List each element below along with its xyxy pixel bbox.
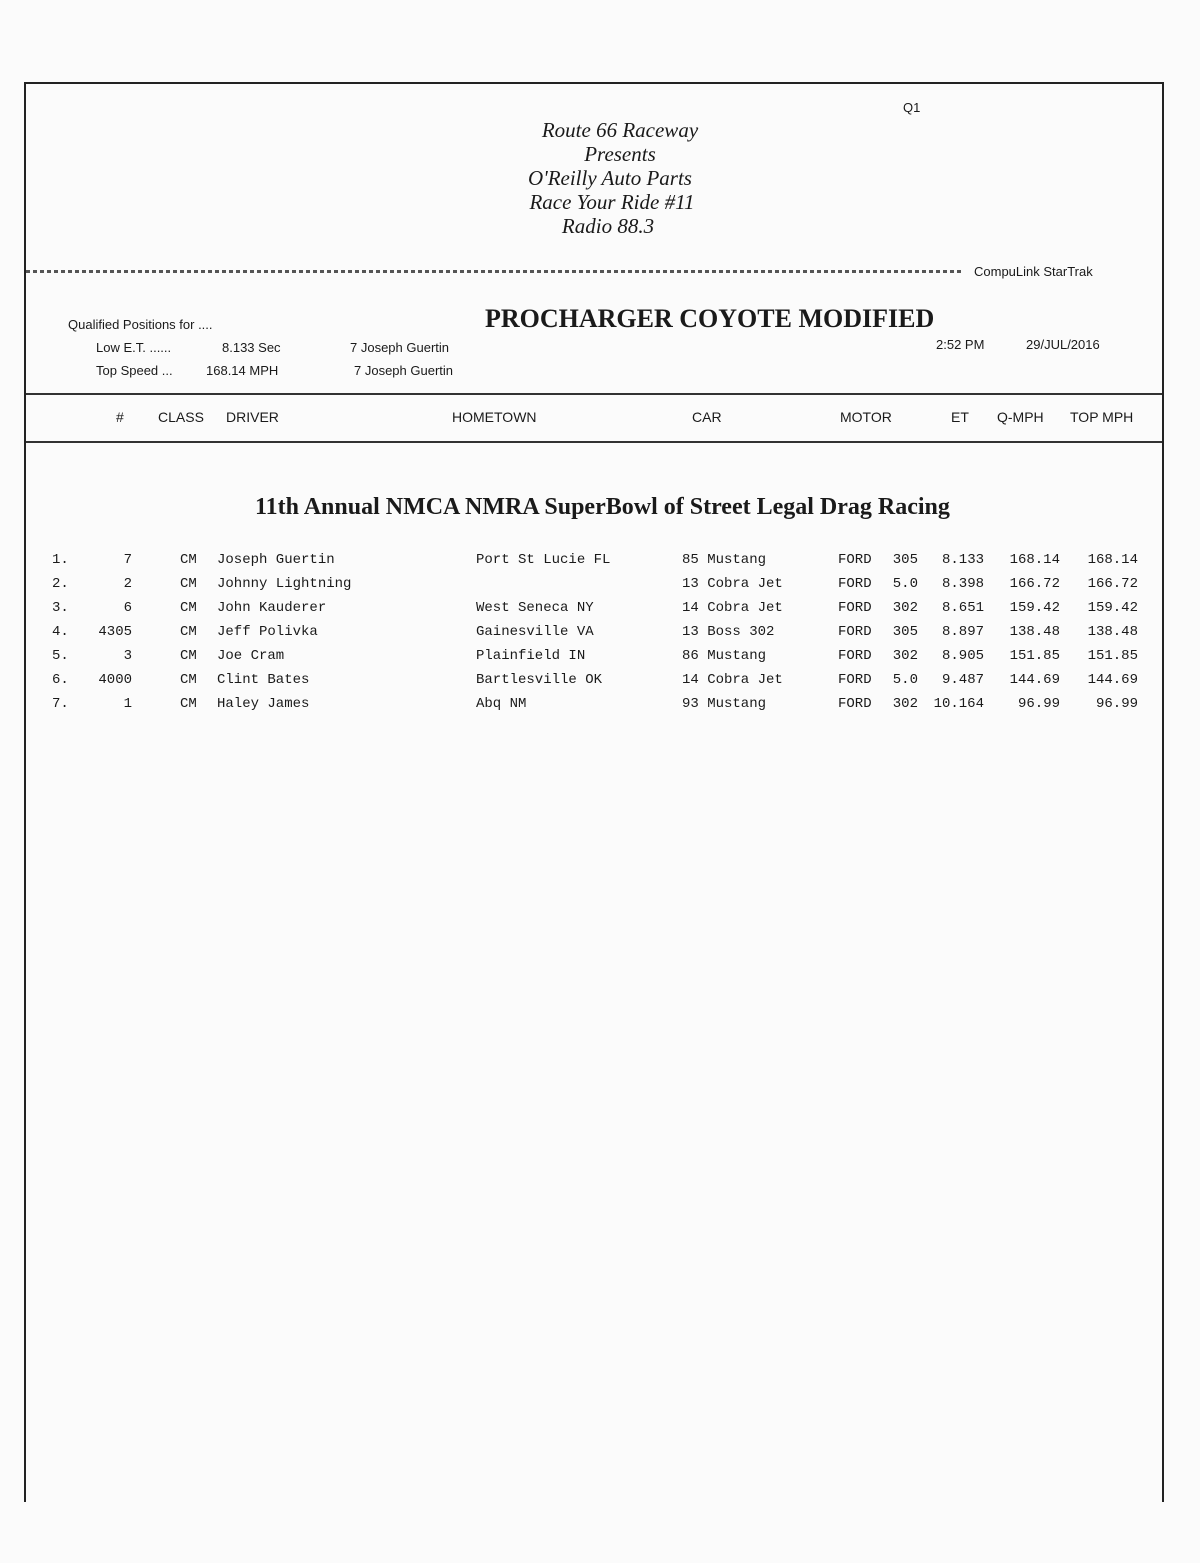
cell-motor: 5.0 — [892, 576, 918, 592]
cell-qmph: 168.14 — [1009, 552, 1060, 568]
col-et: ET — [951, 409, 969, 425]
cell-cls: CM — [180, 624, 197, 640]
cell-motor: 302 — [892, 696, 918, 712]
cell-et: 10.164 — [933, 696, 984, 712]
cell-pos: 5. — [52, 648, 69, 664]
cell-qmph: 144.69 — [1009, 672, 1060, 688]
cell-qmph: 151.85 — [1009, 648, 1060, 664]
cell-topmph: 96.99 — [1095, 696, 1138, 712]
top-speed-value: 168.14 MPH — [206, 363, 279, 378]
header-line-presents: Presents — [584, 142, 656, 166]
cell-num: 2 — [123, 576, 132, 592]
cell-driver: John Kauderer — [217, 600, 327, 616]
cell-topmph: 151.85 — [1087, 648, 1138, 664]
cell-cls: CM — [180, 672, 197, 688]
cell-driver: Haley James — [217, 696, 310, 712]
frame-right-border — [1162, 82, 1164, 1502]
top-speed-label: Top Speed ... — [96, 363, 173, 378]
header-line-sponsor: O'Reilly Auto Parts — [528, 166, 692, 190]
top-speed-holder: 7 Joseph Guertin — [354, 363, 454, 378]
low-et-value: 8.133 Sec — [222, 340, 281, 355]
cell-cls: CM — [180, 576, 197, 592]
cell-hometown: Gainesville VA — [476, 624, 594, 640]
cell-hometown: Bartlesville OK — [476, 672, 603, 688]
cell-cls: CM — [180, 648, 197, 664]
cell-num: 6 — [123, 600, 132, 616]
cell-et: 9.487 — [941, 672, 984, 688]
cell-et: 8.133 — [941, 552, 984, 568]
cell-pos: 6. — [52, 672, 69, 688]
cell-driver: Johnny Lightning — [217, 576, 352, 592]
cell-driver: Clint Bates — [217, 672, 310, 688]
cell-et: 8.398 — [941, 576, 984, 592]
cell-motor: 305 — [892, 552, 918, 568]
frame-top-border — [24, 82, 1164, 84]
cell-cls: CM — [180, 552, 197, 568]
cell-pos: 4. — [52, 624, 69, 640]
cell-cls: CM — [180, 696, 197, 712]
col-topmph: TOP MPH — [1070, 409, 1134, 425]
cell-hometown: Plainfield IN — [476, 648, 586, 664]
col-class: CLASS — [158, 409, 204, 425]
system-label: CompuLink StarTrak — [974, 264, 1093, 279]
col-num: # — [116, 409, 124, 425]
col-qmph: Q-MPH — [997, 409, 1044, 425]
cell-pos: 7. — [52, 696, 69, 712]
cell-pos: 3. — [52, 600, 69, 616]
cell-topmph: 138.48 — [1087, 624, 1138, 640]
col-driver: DRIVER — [226, 409, 279, 425]
cell-motor: 5.0 — [892, 672, 918, 688]
low-et-label: Low E.T. ...... — [96, 340, 172, 355]
cell-make: FORD — [838, 576, 872, 592]
cell-num: 4305 — [98, 624, 132, 640]
cell-motor: 302 — [892, 648, 918, 664]
cell-motor: 305 — [892, 624, 918, 640]
cell-et: 8.651 — [941, 600, 984, 616]
frame-left-border — [24, 82, 26, 1502]
header-line-radio: Radio 88.3 — [561, 214, 655, 238]
low-et-holder: 7 Joseph Guertin — [350, 340, 450, 355]
cell-motor: 302 — [892, 600, 918, 616]
header-line-venue: Route 66 Raceway — [541, 118, 699, 142]
cell-pos: 1. — [52, 552, 69, 568]
cell-car: 85 Mustang — [682, 552, 767, 568]
cell-num: 7 — [123, 552, 132, 568]
page-code: Q1 — [903, 100, 921, 115]
report-time: 2:52 PM — [936, 337, 985, 352]
cell-driver: Joseph Guertin — [217, 552, 335, 568]
cell-qmph: 96.99 — [1017, 696, 1060, 712]
cell-et: 8.905 — [941, 648, 984, 664]
cell-num: 4000 — [98, 672, 132, 688]
cell-num: 3 — [123, 648, 132, 664]
cell-make: FORD — [838, 672, 872, 688]
cell-car: 93 Mustang — [682, 696, 767, 712]
cell-make: FORD — [838, 624, 872, 640]
event-title: 11th Annual NMCA NMRA SuperBowl of Street Legal Drag Racing — [255, 494, 950, 520]
cell-car: 14 Cobra Jet — [682, 672, 783, 688]
header-rule-top — [26, 393, 1162, 395]
cell-car: 13 Boss 302 — [682, 624, 775, 640]
cell-driver: Jeff Polivka — [217, 624, 318, 640]
cell-driver: Joe Cram — [217, 648, 285, 664]
col-hometown: HOMETOWN — [452, 409, 537, 425]
cell-num: 1 — [123, 696, 132, 712]
dashed-divider — [26, 270, 961, 273]
col-motor: MOTOR — [840, 409, 892, 425]
cell-make: FORD — [838, 648, 872, 664]
cell-qmph: 138.48 — [1009, 624, 1060, 640]
cell-car: 14 Cobra Jet — [682, 600, 783, 616]
cell-hometown: West Seneca NY — [476, 600, 594, 616]
cell-et: 8.897 — [941, 624, 984, 640]
cell-topmph: 166.72 — [1087, 576, 1138, 592]
cell-car: 86 Mustang — [682, 648, 767, 664]
cell-car: 13 Cobra Jet — [682, 576, 783, 592]
category-title: PROCHARGER COYOTE MODIFIED — [485, 304, 935, 333]
cell-make: FORD — [838, 552, 872, 568]
cell-qmph: 159.42 — [1009, 600, 1060, 616]
cell-make: FORD — [838, 696, 872, 712]
cell-cls: CM — [180, 600, 197, 616]
cell-topmph: 144.69 — [1087, 672, 1138, 688]
header-rule-bottom — [26, 441, 1162, 443]
report-date: 29/JUL/2016 — [1026, 337, 1100, 352]
cell-topmph: 159.42 — [1087, 600, 1138, 616]
cell-qmph: 166.72 — [1009, 576, 1060, 592]
col-car: CAR — [692, 409, 722, 425]
cell-make: FORD — [838, 600, 872, 616]
cell-hometown: Port St Lucie FL — [476, 552, 611, 568]
header-line-event: Race Your Ride #11 — [529, 190, 695, 214]
cell-pos: 2. — [52, 576, 69, 592]
cell-topmph: 168.14 — [1087, 552, 1138, 568]
qualified-label: Qualified Positions for .... — [68, 317, 213, 332]
cell-hometown: Abq NM — [476, 696, 527, 712]
